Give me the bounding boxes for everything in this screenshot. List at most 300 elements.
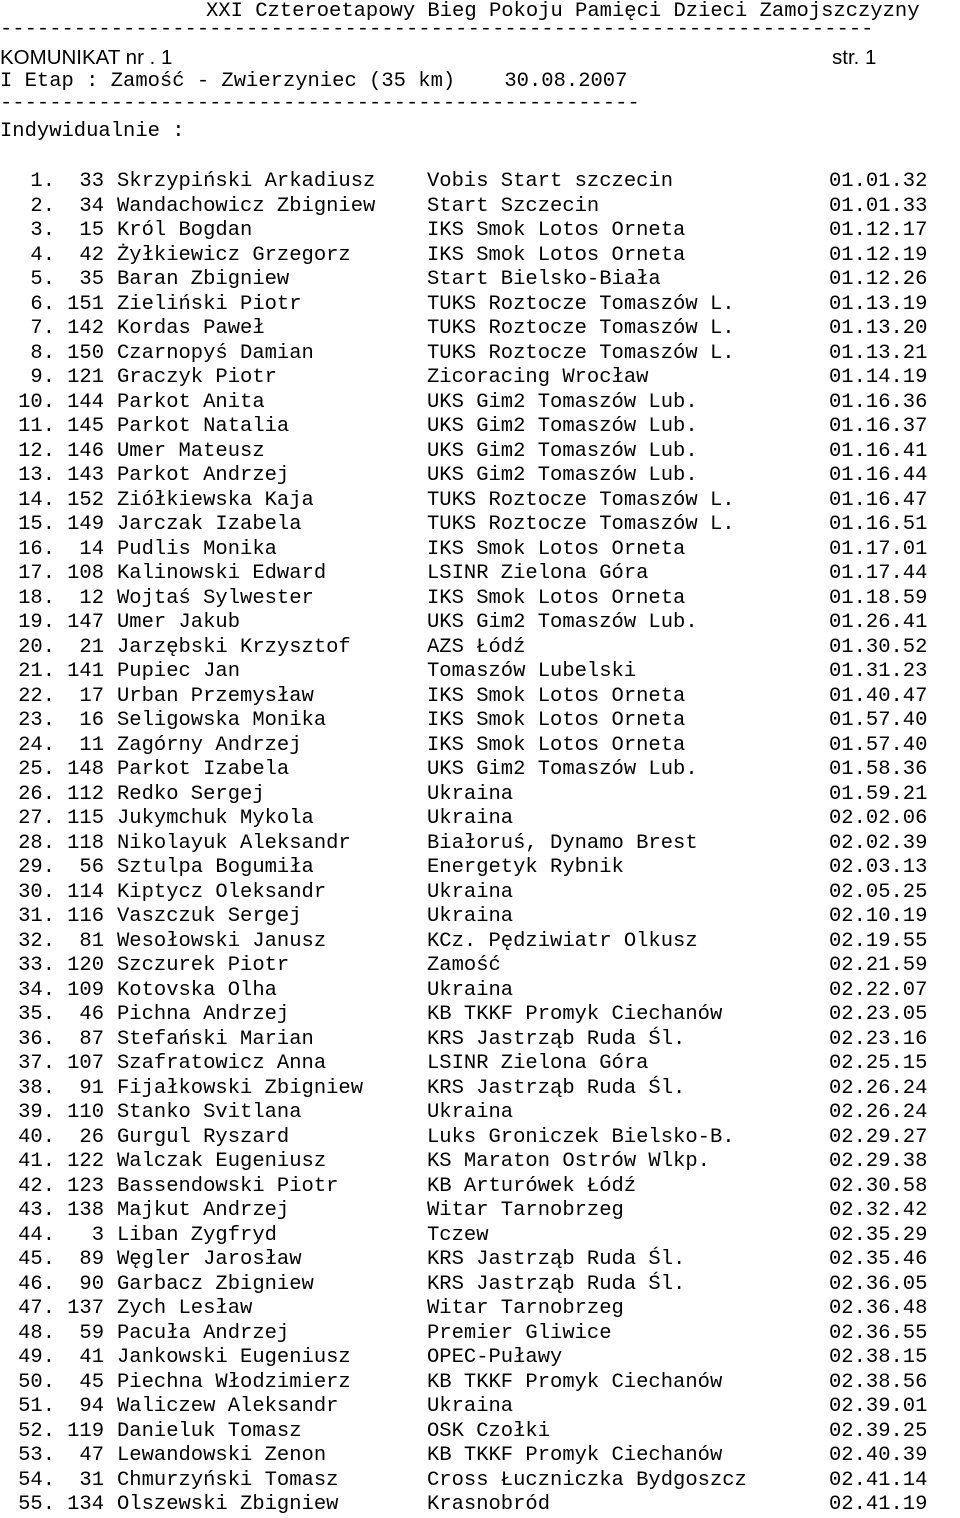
finish-time: 02.29.27 [829, 1125, 928, 1149]
result-row [0, 1420, 960, 1445]
result-position: 48. [18, 1321, 55, 1345]
finish-time: 01.17.01 [829, 537, 928, 561]
club-name: TUKS Roztocze Tomaszów L. [427, 317, 735, 340]
result-position: 37. [18, 1052, 55, 1075]
club-name: Ukraina [427, 905, 514, 928]
bib-number: 59 [79, 1321, 104, 1345]
runner-name: Chmurzyński Tomasz [117, 1468, 339, 1492]
result-position: 26. [18, 782, 55, 806]
bib-number: 138 [67, 1199, 104, 1222]
runner-name: Czarnopyś Damian [117, 341, 314, 365]
club-name: Zicoracing Wrocław [427, 366, 649, 389]
finish-time: 01.57.40 [829, 709, 928, 732]
runner-name: Walczak Eugeniusz [117, 1150, 327, 1173]
bib-number: 21 [79, 635, 104, 659]
runner-name: Waliczew Aleksandr [117, 1395, 339, 1418]
runner-name: Fijałkowski Zbigniew [117, 1076, 364, 1100]
finish-time: 01.13.21 [829, 341, 928, 365]
club-name: KB TKKF Promyk Ciechanów [427, 1370, 723, 1394]
result-row [0, 1224, 960, 1249]
bib-number: 46 [79, 1003, 104, 1026]
result-position: 2. [30, 194, 55, 218]
result-row [0, 1101, 960, 1126]
bib-number: 120 [67, 954, 104, 977]
result-row [0, 758, 960, 783]
finish-time: 01.16.44 [829, 464, 928, 487]
result-position: 18. [18, 586, 55, 610]
result-row [0, 685, 960, 710]
result-position: 29. [18, 856, 55, 879]
runner-name: Piechna Włodzimierz [117, 1370, 351, 1394]
runner-name: Parkot Anita [117, 390, 265, 414]
club-name: UKS Gim2 Tomaszów Lub. [427, 758, 698, 781]
bib-number: 144 [67, 390, 104, 414]
result-row [0, 1322, 960, 1347]
runner-name: Kiptycz Oleksandr [117, 880, 327, 904]
bib-number: 87 [79, 1027, 104, 1051]
club-name: Białoruś, Dynamo Brest [427, 831, 698, 855]
result-row [0, 1003, 960, 1028]
club-name: AZS Łódź [427, 635, 526, 659]
bib-number: 143 [67, 464, 104, 487]
club-name: Ukraina [427, 880, 514, 904]
runner-name: Baran Zbigniew [117, 268, 290, 291]
result-position: 52. [18, 1419, 55, 1443]
bib-number: 114 [67, 880, 104, 904]
result-position: 38. [18, 1076, 55, 1100]
bib-number: 118 [67, 831, 104, 855]
result-row [0, 1248, 960, 1273]
club-name: Ukraina [427, 1395, 514, 1418]
finish-time: 02.10.19 [829, 905, 928, 928]
result-position: 33. [18, 954, 55, 977]
runner-name: Zagórny Andrzej [117, 733, 302, 757]
finish-time: 02.41.19 [829, 1493, 928, 1516]
bib-number: 116 [67, 905, 104, 928]
result-row [0, 464, 960, 489]
result-position: 20. [18, 635, 55, 659]
bib-number: 47 [79, 1444, 104, 1467]
club-name: OSK Czołki [427, 1419, 551, 1443]
club-name: UKS Gim2 Tomaszów Lub. [427, 439, 698, 463]
result-row [0, 366, 960, 391]
result-row [0, 293, 960, 318]
club-name: KRS Jastrząb Ruda Śl. [427, 1076, 686, 1100]
result-position: 1. [30, 170, 55, 193]
finish-time: 02.36.05 [829, 1272, 928, 1296]
runner-name: Nikolayuk Aleksandr [117, 831, 351, 855]
bib-number: 81 [79, 929, 104, 953]
document-title: XXI Czteroetapowy Bieg Pokoju Pamięci Dzieci Zamojszczyzny [206, 0, 920, 23]
runner-name: Liban Zygfryd [117, 1223, 277, 1247]
result-position: 21. [18, 660, 55, 683]
bib-number: 45 [79, 1370, 104, 1394]
bib-number: 14 [79, 537, 104, 561]
finish-time: 01.16.51 [829, 513, 928, 536]
page-number: str. 1 [832, 46, 877, 69]
bib-number: 42 [79, 243, 104, 267]
result-row [0, 1077, 960, 1102]
result-position: 36. [18, 1027, 55, 1051]
finish-time: 02.35.46 [829, 1248, 928, 1271]
result-row [0, 1150, 960, 1175]
runner-name: Szafratowicz Anna [117, 1052, 327, 1075]
result-position: 39. [18, 1101, 55, 1124]
result-position: 19. [18, 611, 55, 634]
runner-name: Majkut Andrzej [117, 1199, 290, 1222]
bib-number: 115 [67, 807, 104, 830]
club-name: IKS Smok Lotos Orneta [427, 709, 686, 732]
bib-number: 134 [67, 1493, 104, 1516]
result-position: 54. [18, 1468, 55, 1492]
club-name: Luks Groniczek Bielsko-B. [427, 1125, 735, 1149]
club-name: Premier Gliwice [427, 1321, 612, 1345]
bib-number: 107 [67, 1052, 104, 1075]
finish-time: 02.23.05 [829, 1003, 928, 1026]
finish-time: 01.01.32 [829, 170, 928, 193]
runner-name: Urban Przemysław [117, 684, 314, 708]
bib-number: 90 [79, 1272, 104, 1296]
runner-name: Parkot Andrzej [117, 464, 290, 487]
club-name: IKS Smok Lotos Orneta [427, 219, 686, 242]
bib-number: 31 [79, 1468, 104, 1492]
runner-name: Jarczak Izabela [117, 513, 302, 536]
result-row [0, 219, 960, 244]
result-position: 3. [30, 219, 55, 242]
club-name: KRS Jastrząb Ruda Śl. [427, 1272, 686, 1296]
result-row [0, 905, 960, 930]
finish-time: 02.29.38 [829, 1150, 928, 1173]
result-position: 8. [30, 341, 55, 365]
club-name: Witar Tarnobrzeg [427, 1199, 624, 1222]
finish-time: 02.19.55 [829, 929, 928, 953]
bib-number: 109 [67, 978, 104, 1002]
result-position: 42. [18, 1174, 55, 1198]
finish-time: 02.35.29 [829, 1223, 928, 1247]
bib-number: 91 [79, 1076, 104, 1100]
runner-name: Węgler Jarosław [117, 1248, 302, 1271]
result-position: 4. [30, 243, 55, 267]
result-position: 6. [30, 292, 55, 316]
club-name: Tczew [427, 1223, 489, 1247]
result-position: 55. [18, 1493, 55, 1516]
runner-name: Stefański Marian [117, 1027, 314, 1051]
finish-time: 01.16.41 [829, 439, 928, 463]
runner-name: Bassendowski Piotr [117, 1174, 339, 1198]
finish-time: 02.41.14 [829, 1468, 928, 1492]
bib-number: 94 [79, 1395, 104, 1418]
runner-name: Sztulpa Bogumiła [117, 856, 314, 879]
result-position: 13. [18, 464, 55, 487]
finish-time: 02.02.06 [829, 807, 928, 830]
result-row [0, 440, 960, 465]
runner-name: Redko Sergej [117, 782, 265, 806]
result-position: 12. [18, 439, 55, 463]
result-row [0, 1273, 960, 1298]
result-row [0, 930, 960, 955]
runner-name: Parkot Natalia [117, 415, 290, 438]
finish-time: 01.13.20 [829, 317, 928, 340]
bib-number: 142 [67, 317, 104, 340]
bib-number: 35 [79, 268, 104, 291]
result-row [0, 734, 960, 759]
results-list [0, 170, 960, 1518]
runner-name: Lewandowski Zenon [117, 1444, 327, 1467]
result-position: 44. [18, 1223, 55, 1247]
club-name: Cross Łuczniczka Bydgoszcz [427, 1468, 747, 1492]
finish-time: 01.12.17 [829, 219, 928, 242]
result-position: 43. [18, 1199, 55, 1222]
club-name: KB Arturówek Łódź [427, 1174, 637, 1198]
runner-name: Kordas Paweł [117, 317, 265, 340]
result-position: 14. [18, 488, 55, 512]
bib-number: 110 [67, 1101, 104, 1124]
result-row [0, 1199, 960, 1224]
club-name: UKS Gim2 Tomaszów Lub. [427, 390, 698, 414]
finish-time: 02.39.01 [829, 1395, 928, 1418]
bib-number: 137 [67, 1297, 104, 1320]
result-row [0, 489, 960, 514]
club-name: Energetyk Rybnik [427, 856, 624, 879]
finish-time: 02.25.15 [829, 1052, 928, 1075]
club-name: Ukraina [427, 807, 514, 830]
club-name: LSINR Zielona Góra [427, 562, 649, 585]
club-name: KB TKKF Promyk Ciechanów [427, 1003, 723, 1026]
bib-number: 34 [79, 194, 104, 218]
finish-time: 02.05.25 [829, 880, 928, 904]
result-position: 45. [18, 1248, 55, 1271]
finish-time: 02.30.58 [829, 1174, 928, 1198]
runner-name: Król Bogdan [117, 219, 253, 242]
club-name: KRS Jastrząb Ruda Śl. [427, 1027, 686, 1051]
bib-number: 12 [79, 586, 104, 610]
result-position: 51. [18, 1395, 55, 1418]
result-position: 16. [18, 537, 55, 561]
bib-number: 122 [67, 1150, 104, 1173]
finish-time: 02.03.13 [829, 856, 928, 879]
result-row [0, 783, 960, 808]
bib-number: 11 [79, 733, 104, 757]
result-position: 50. [18, 1370, 55, 1394]
runner-name: Jukymchuk Mykola [117, 807, 314, 830]
club-name: IKS Smok Lotos Orneta [427, 243, 686, 267]
club-name: KS Maraton Ostrów Wlkp. [427, 1150, 710, 1173]
finish-time: 02.38.56 [829, 1370, 928, 1394]
result-row [0, 1469, 960, 1494]
bib-number: 147 [67, 611, 104, 634]
runner-name: Kotovska Olha [117, 978, 277, 1002]
result-row [0, 170, 960, 195]
runner-name: Vaszczuk Sergej [117, 905, 302, 928]
result-position: 17. [18, 562, 55, 585]
result-row [0, 832, 960, 857]
club-name: KCz. Pędziwiatr Olkusz [427, 929, 698, 953]
result-position: 28. [18, 831, 55, 855]
finish-time: 02.22.07 [829, 978, 928, 1002]
club-name: Start Szczecin [427, 194, 600, 218]
result-position: 41. [18, 1150, 55, 1173]
club-name: Ukraina [427, 782, 514, 806]
result-row [0, 881, 960, 906]
result-row [0, 1371, 960, 1396]
result-row [0, 807, 960, 832]
finish-time: 01.26.41 [829, 611, 928, 634]
bib-number: 145 [67, 415, 104, 438]
result-position: 49. [18, 1346, 55, 1369]
result-row [0, 636, 960, 661]
finish-time: 01.16.37 [829, 415, 928, 438]
runner-name: Danieluk Tomasz [117, 1419, 302, 1443]
bib-number: 41 [79, 1346, 104, 1369]
finish-time: 01.17.44 [829, 562, 928, 585]
club-name: TUKS Roztocze Tomaszów L. [427, 292, 735, 316]
runner-name: Umer Mateusz [117, 439, 265, 463]
runner-name: Gurgul Ryszard [117, 1125, 290, 1149]
result-row [0, 513, 960, 538]
result-position: 53. [18, 1444, 55, 1467]
result-row [0, 587, 960, 612]
result-row [0, 195, 960, 220]
result-row [0, 954, 960, 979]
finish-time: 01.30.52 [829, 635, 928, 659]
bib-number: 141 [67, 660, 104, 683]
result-position: 47. [18, 1297, 55, 1320]
club-name: KB TKKF Promyk Ciechanów [427, 1444, 723, 1467]
result-position: 31. [18, 905, 55, 928]
runner-name: Parkot Izabela [117, 758, 290, 781]
club-name: Tomaszów Lubelski [427, 660, 637, 683]
finish-time: 02.26.24 [829, 1076, 928, 1100]
runner-name: Seligowska Monika [117, 709, 327, 732]
result-position: 10. [18, 390, 55, 414]
bib-number: 15 [79, 219, 104, 242]
finish-time: 01.13.19 [829, 292, 928, 316]
finish-time: 01.12.26 [829, 268, 928, 291]
finish-time: 02.26.24 [829, 1101, 928, 1124]
bib-number: 33 [79, 170, 104, 193]
bib-number: 112 [67, 782, 104, 806]
club-name: LSINR Zielona Góra [427, 1052, 649, 1075]
result-position: 25. [18, 758, 55, 781]
finish-time: 01.14.19 [829, 366, 928, 389]
runner-name: Żyłkiewicz Grzegorz [117, 243, 351, 267]
result-row [0, 1297, 960, 1322]
result-position: 24. [18, 733, 55, 757]
runner-name: Skrzypiński Arkadiusz [117, 170, 376, 193]
runner-name: Jankowski Eugeniusz [117, 1346, 351, 1369]
bib-number: 149 [67, 513, 104, 536]
finish-time: 01.01.33 [829, 194, 928, 218]
result-position: 22. [18, 684, 55, 708]
club-name: Witar Tarnobrzeg [427, 1297, 624, 1320]
club-name: KRS Jastrząb Ruda Śl. [427, 1248, 686, 1271]
club-name: Zamość [427, 954, 501, 977]
runner-name: Pudlis Monika [117, 537, 277, 561]
bib-number: 146 [67, 439, 104, 463]
runner-name: Wandachowicz Zbigniew [117, 194, 376, 218]
category-heading: Indywidualnie : [0, 120, 185, 143]
finish-time: 02.32.42 [829, 1199, 928, 1222]
runner-name: Stanko Svitlana [117, 1101, 302, 1124]
result-row [0, 538, 960, 563]
result-row [0, 1052, 960, 1077]
bib-number: 121 [67, 366, 104, 389]
result-position: 15. [18, 513, 55, 536]
result-row [0, 856, 960, 881]
result-position: 7. [30, 317, 55, 340]
finish-time: 01.31.23 [829, 660, 928, 683]
result-row [0, 317, 960, 342]
result-row [0, 1126, 960, 1151]
runner-name: Graczyk Piotr [117, 366, 277, 389]
finish-time: 01.16.47 [829, 488, 928, 512]
finish-time: 02.23.16 [829, 1027, 928, 1051]
result-position: 11. [18, 415, 55, 438]
result-row [0, 268, 960, 293]
result-position: 32. [18, 929, 55, 953]
bib-number: 17 [79, 684, 104, 708]
runner-name: Pichna Andrzej [117, 1003, 290, 1026]
separator-rule-top: ----------------------------------------------------------------------- [0, 18, 874, 41]
bulletin-number: KOMUNIKAT nr . 1 [0, 46, 173, 69]
bib-number: 16 [79, 709, 104, 732]
result-position: 30. [18, 880, 55, 904]
result-position: 9. [30, 366, 55, 389]
finish-time: 02.36.48 [829, 1297, 928, 1320]
result-row [0, 562, 960, 587]
club-name: Krasnobród [427, 1493, 551, 1516]
runner-name: Wojtaś Sylwester [117, 586, 314, 610]
bib-number: 123 [67, 1174, 104, 1198]
bib-number: 89 [79, 1248, 104, 1271]
bib-number: 3 [91, 1223, 104, 1247]
runner-name: Ziółkiewska Kaja [117, 488, 314, 512]
result-position: 35. [18, 1003, 55, 1026]
club-name: Vobis Start szczecin [427, 170, 674, 193]
result-position: 23. [18, 709, 55, 732]
runner-name: Garbacz Zbigniew [117, 1272, 314, 1296]
bib-number: 152 [67, 488, 104, 512]
runner-name: Pacuła Andrzej [117, 1321, 290, 1345]
runner-name: Jarzębski Krzysztof [117, 635, 351, 659]
club-name: IKS Smok Lotos Orneta [427, 586, 686, 610]
runner-name: Olszewski Zbigniew [117, 1493, 339, 1516]
bib-number: 148 [67, 758, 104, 781]
runner-name: Wesołowski Janusz [117, 929, 327, 953]
result-position: 27. [18, 807, 55, 830]
finish-time: 02.02.39 [829, 831, 928, 855]
result-row [0, 342, 960, 367]
bib-number: 56 [79, 856, 104, 879]
runner-name: Pupiec Jan [117, 660, 241, 683]
runner-name: Kalinowski Edward [117, 562, 327, 585]
result-position: 34. [18, 978, 55, 1002]
club-name: UKS Gim2 Tomaszów Lub. [427, 415, 698, 438]
finish-time: 01.40.47 [829, 684, 928, 708]
bib-number: 108 [67, 562, 104, 585]
result-position: 46. [18, 1272, 55, 1296]
bib-number: 119 [67, 1419, 104, 1443]
finish-time: 02.40.39 [829, 1444, 928, 1467]
finish-time: 01.18.59 [829, 586, 928, 610]
bib-number: 26 [79, 1125, 104, 1149]
result-row [0, 1175, 960, 1200]
club-name: IKS Smok Lotos Orneta [427, 733, 686, 757]
bib-number: 150 [67, 341, 104, 365]
club-name: TUKS Roztocze Tomaszów L. [427, 341, 735, 365]
finish-time: 02.21.59 [829, 954, 928, 977]
result-row [0, 611, 960, 636]
